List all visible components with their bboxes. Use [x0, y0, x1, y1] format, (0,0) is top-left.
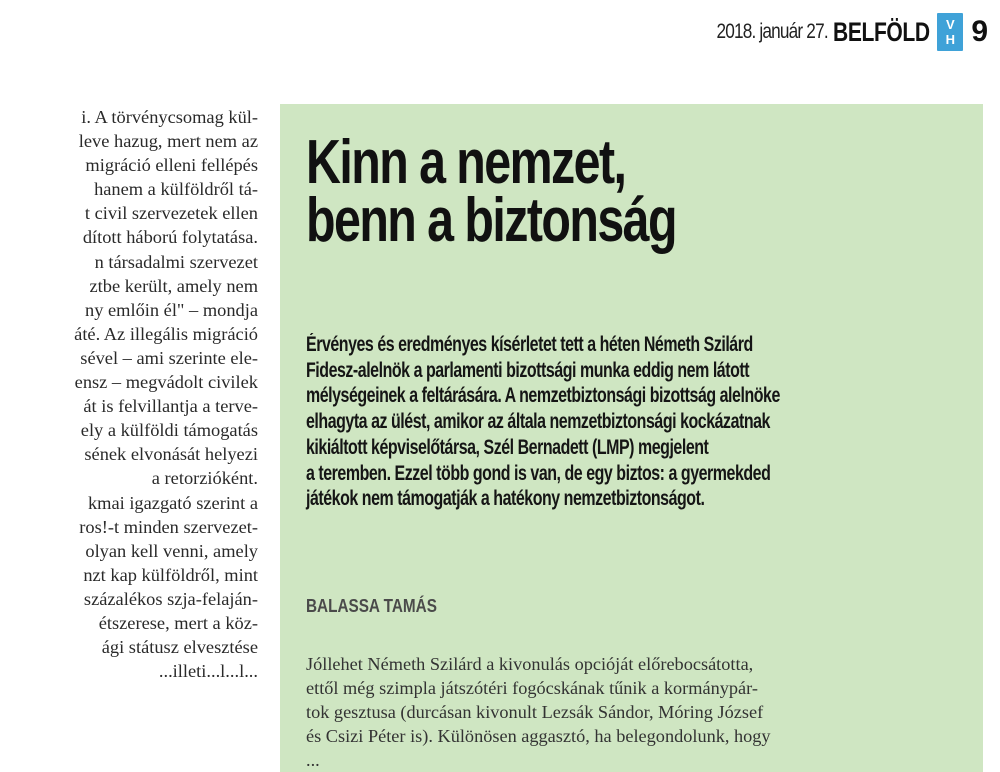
body-text-line: és Csizi Péter is). Különösen aggasztó, ha belegondolunk, hogy	[306, 726, 771, 747]
column-text-line: ely a külföldi támogatás	[80, 420, 258, 441]
lead-line: játékok nem támogatják a hatékony nemzetbiztonságot.	[306, 487, 705, 511]
lead-line: kikiáltott képviselőtársa, Szél Bernadett (LMP) megjelent	[306, 435, 709, 459]
previous-article-column	[0, 105, 258, 683]
column-text-line: ági státusz elvesztése	[101, 637, 258, 658]
column-text-line: nzt kap külföldről, mint	[83, 564, 258, 585]
column-text-line: n társadalmi szervezet	[94, 251, 258, 272]
column-text-line: olyan kell venni, amely	[85, 540, 258, 561]
vh-logo-icon	[937, 13, 963, 51]
article-body	[306, 652, 966, 772]
lead-line: Érvényes és eredményes kísérletet tett a héten Németh Szilárd	[306, 333, 753, 356]
lead-line: a teremben. Ezzel több gond is van, de egy biztos: a gyermekded	[306, 461, 771, 485]
column-text-line: sével – ami szerinte ele-	[80, 347, 258, 368]
article-headline	[306, 128, 821, 255]
column-text-line: sének elvonását helyezi	[84, 444, 258, 465]
article-byline: BALASSA TAMÁS	[306, 596, 437, 616]
column-text-line: ...illeti...l...l...	[158, 661, 258, 682]
lead-line: Fidesz-alelnök a parlamenti bizottsági munka eddig nem látott	[306, 358, 750, 382]
article-box	[280, 104, 983, 772]
column-text-line: kmai igazgató szerint a	[87, 492, 258, 513]
column-text-line: étszerese, mert a köz-	[98, 612, 258, 633]
section-title: BELFÖLD	[833, 16, 931, 47]
column-text-line: át is felvillantja a terve-	[83, 396, 258, 417]
page-number: 9	[971, 15, 988, 48]
column-text-line: t civil szervezetek ellen	[84, 203, 258, 224]
lead-line: elhagyta az ülést, amikor az általa nemzetbiztonsági kockázatnak	[306, 410, 770, 434]
column-text-line: ny emlőin él" – mondja	[85, 299, 258, 320]
column-text-line: leve hazug, mert nem az	[78, 131, 258, 152]
page-header	[692, 12, 988, 52]
body-text-line: tok gesztusa (durcásan kivonult Lezsák Sándor, Móring József	[306, 702, 764, 723]
body-text-line: Jóllehet Németh Szilárd a kivonulás opcióját előrebocsátotta,	[306, 654, 754, 674]
column-text-line: ensz – megvádolt civilek	[74, 372, 258, 393]
column-text-line: ros!-t minden szervezet-	[79, 516, 258, 537]
article-lead	[306, 332, 914, 512]
column-text-line: százalékos szja-felaján-	[83, 588, 258, 609]
logo-letter-top: V	[945, 17, 955, 32]
column-text-line: ztbe került, amely nem	[89, 275, 258, 296]
lead-line: mélységeinek a feltárására. A nemzetbiztonsági bizottság alelnöke	[306, 384, 780, 408]
body-text-line: ettől még szimpla játszótéri fogócskának tűnik a kormánypár-	[306, 678, 758, 699]
body-text-line: ...	[306, 750, 320, 771]
column-text-line: i. A törvénycsomag kül-	[81, 107, 258, 127]
issue-date: 2018. január 27.	[715, 20, 828, 43]
headline-line: Kinn a nemzet,	[306, 128, 626, 197]
column-text-line: a retorzióként.	[151, 468, 258, 489]
column-text-line: hanem a külföldről tá-	[94, 179, 258, 200]
column-text-line: migráció elleni fellépés	[85, 155, 258, 176]
column-text-line: dított háború folytatása.	[82, 227, 258, 248]
logo-letter-bottom: H	[945, 32, 955, 47]
column-text-line: áté. Az illegális migráció	[74, 323, 258, 344]
headline-line: benn a biztonság	[306, 186, 677, 255]
